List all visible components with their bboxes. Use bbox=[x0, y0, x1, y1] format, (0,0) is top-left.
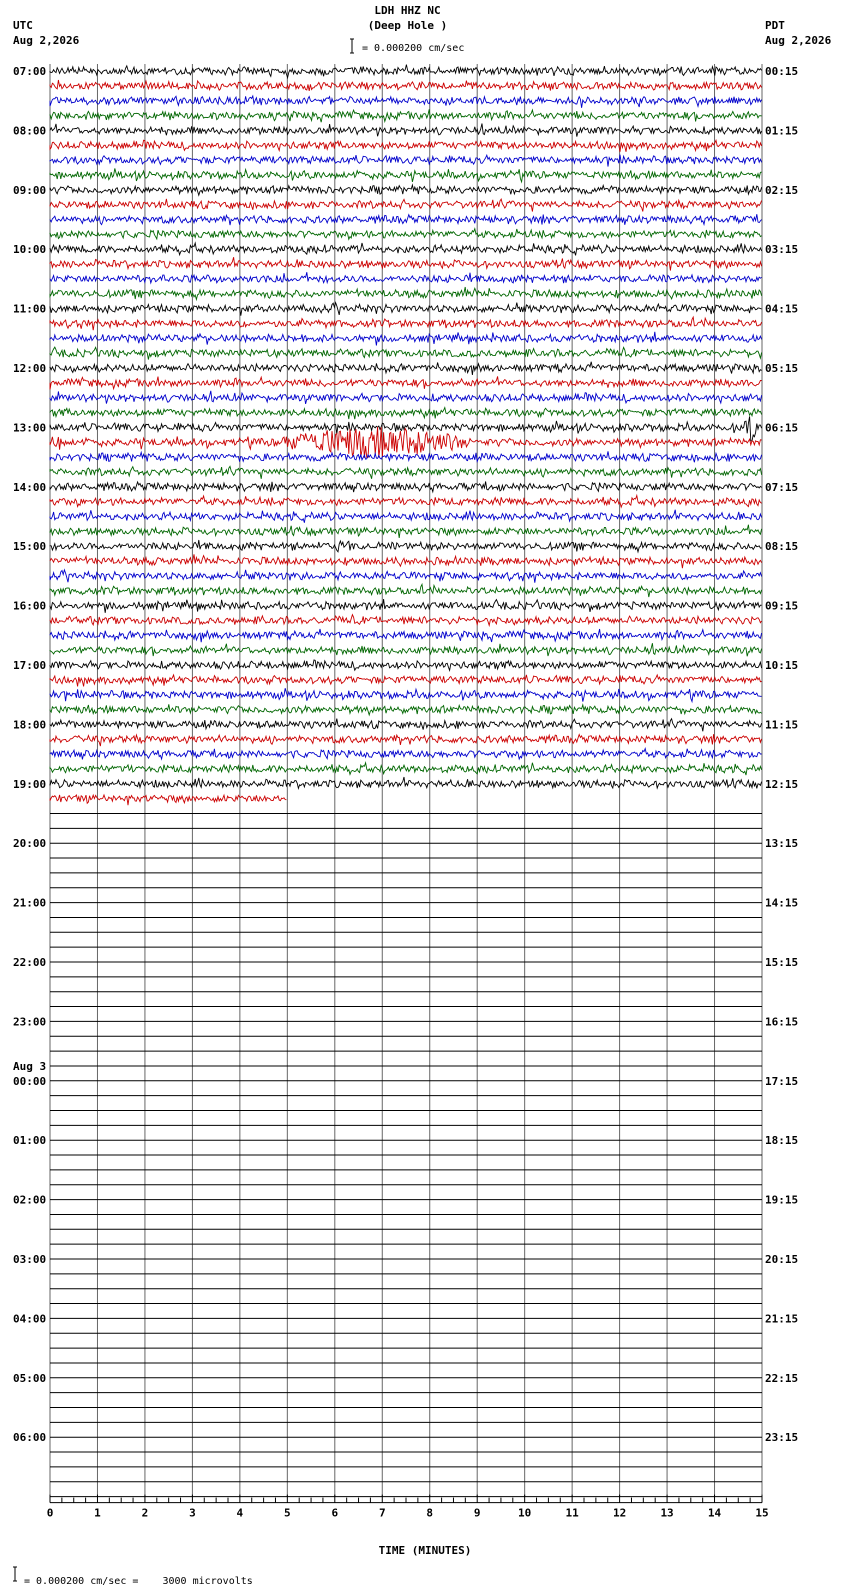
seismic-trace bbox=[50, 272, 762, 283]
x-tick-label: 6 bbox=[331, 1506, 339, 1520]
seismic-trace bbox=[50, 482, 762, 493]
pdt-hour-label: 04:15 bbox=[765, 302, 799, 316]
scale-bars bbox=[13, 39, 354, 1581]
seismic-trace bbox=[50, 599, 762, 613]
left-date: Aug 2,2026 bbox=[13, 34, 80, 47]
seismic-trace bbox=[50, 525, 762, 538]
seismic-trace bbox=[50, 688, 762, 701]
scale-label: = 0.000200 cm/sec bbox=[362, 43, 465, 54]
pdt-hour-label: 18:15 bbox=[765, 1134, 799, 1148]
pdt-hour-label: 10:15 bbox=[765, 659, 799, 672]
seismic-trace bbox=[50, 155, 762, 167]
footer-scale-note: = 0.000200 cm/sec = 3000 microvolts bbox=[24, 1576, 253, 1587]
location-title: (Deep Hole ) bbox=[367, 19, 448, 32]
pdt-hour-label: 16:15 bbox=[765, 1015, 799, 1029]
pdt-hour-label: 02:15 bbox=[765, 183, 799, 197]
utc-hour-label: 14:00 bbox=[13, 480, 47, 494]
seismic-trace bbox=[50, 168, 762, 182]
seismic-trace bbox=[50, 570, 762, 583]
seismic-trace bbox=[50, 185, 762, 195]
seismic-trace bbox=[50, 229, 762, 240]
seismic-trace bbox=[50, 109, 762, 122]
x-tick-label: 0 bbox=[46, 1506, 54, 1520]
pdt-hour-label: 12:15 bbox=[765, 777, 799, 791]
utc-hour-label: 15:00 bbox=[13, 540, 47, 554]
pdt-hour-label: 05:15 bbox=[765, 362, 799, 375]
seismic-trace bbox=[50, 214, 762, 225]
station-title: LDH HHZ NC bbox=[374, 4, 441, 17]
seismic-trace bbox=[50, 96, 762, 108]
pdt-hour-label: 14:15 bbox=[765, 896, 799, 910]
utc-hour-label: 06:00 bbox=[13, 1431, 47, 1445]
utc-hour-label: 17:00 bbox=[13, 659, 47, 672]
seismic-trace bbox=[50, 704, 762, 715]
utc-hour-label: 01:00 bbox=[13, 1134, 47, 1148]
seismic-trace bbox=[50, 629, 762, 642]
pdt-hour-label: 06:15 bbox=[765, 421, 799, 435]
seismic-trace bbox=[50, 347, 762, 359]
seismic-trace bbox=[50, 303, 762, 316]
seismic-trace bbox=[50, 496, 762, 508]
utc-hour-label: 10:00 bbox=[13, 243, 47, 257]
utc-hour-label: 05:00 bbox=[13, 1371, 47, 1385]
utc-hour-label: 09:00 bbox=[13, 183, 47, 197]
seismic-trace bbox=[50, 427, 762, 458]
seismic-trace bbox=[50, 376, 762, 389]
seismic-trace bbox=[50, 615, 762, 626]
x-tick-label: 10 bbox=[518, 1506, 532, 1520]
seismic-trace bbox=[50, 140, 762, 152]
right-date: Aug 2,2026 bbox=[765, 34, 832, 47]
x-tick-label: 9 bbox=[473, 1506, 481, 1520]
seismic-trace bbox=[50, 287, 762, 300]
pdt-hour-label: 23:15 bbox=[765, 1431, 799, 1445]
utc-hour-label: 23:00 bbox=[13, 1015, 47, 1029]
seismic-trace bbox=[50, 362, 762, 375]
x-tick-label: 4 bbox=[236, 1506, 244, 1520]
seismic-trace bbox=[50, 540, 762, 552]
seismic-trace bbox=[50, 719, 762, 732]
seismic-trace bbox=[50, 675, 762, 687]
pdt-hour-label: 22:15 bbox=[765, 1371, 799, 1385]
seismic-trace bbox=[50, 734, 762, 746]
utc-hour-label: 19:00 bbox=[13, 777, 47, 791]
x-tick-label: 3 bbox=[189, 1506, 196, 1520]
seismic-trace bbox=[50, 124, 762, 137]
utc-hour-label: 13:00 bbox=[13, 421, 47, 435]
x-axis-label: TIME (MINUTES) bbox=[378, 1544, 472, 1557]
seismic-trace bbox=[50, 584, 762, 597]
utc-hour-label: 04:00 bbox=[13, 1312, 47, 1326]
seismic-trace bbox=[50, 243, 762, 255]
seismic-trace bbox=[50, 80, 762, 91]
seismic-trace bbox=[50, 257, 762, 270]
pdt-hour-label: 20:15 bbox=[765, 1253, 799, 1266]
utc-hour-label: 03:00 bbox=[13, 1253, 47, 1266]
seismic-trace bbox=[50, 510, 762, 523]
x-tick-label: 11 bbox=[565, 1506, 579, 1520]
pdt-hour-label: 01:15 bbox=[765, 124, 799, 138]
pdt-hour-label: 07:15 bbox=[765, 480, 799, 494]
time-axis bbox=[47, 1495, 769, 1520]
seismic-trace bbox=[50, 466, 762, 478]
x-tick-label: 5 bbox=[284, 1506, 291, 1520]
utc-hour-label: 18:00 bbox=[13, 718, 47, 732]
traces bbox=[50, 65, 762, 806]
utc-hour-label: 07:00 bbox=[13, 65, 47, 78]
x-tick-label: 15 bbox=[755, 1506, 769, 1520]
seismic-trace bbox=[50, 795, 286, 805]
pdt-hour-label: 00:15 bbox=[765, 65, 799, 78]
seismic-trace bbox=[50, 749, 762, 760]
seismic-trace bbox=[50, 317, 762, 330]
pdt-hour-label: 17:15 bbox=[765, 1074, 799, 1088]
seismic-trace bbox=[50, 643, 762, 656]
x-tick-label: 7 bbox=[378, 1506, 386, 1520]
seismic-trace bbox=[50, 408, 762, 420]
pdt-hour-label: 13:15 bbox=[765, 837, 799, 851]
utc-hour-label: 12:00 bbox=[13, 362, 47, 375]
pdt-hour-label: 21:15 bbox=[765, 1312, 799, 1326]
seismic-trace bbox=[50, 332, 762, 346]
right-timezone: PDT bbox=[765, 19, 785, 32]
seismic-trace bbox=[50, 199, 762, 212]
seismic-trace bbox=[50, 416, 762, 441]
pdt-hour-label: 03:15 bbox=[765, 243, 799, 257]
utc-hour-label: 02:00 bbox=[13, 1193, 47, 1207]
x-tick-label: 14 bbox=[707, 1506, 722, 1520]
utc-hour-label: 20:00 bbox=[13, 837, 47, 851]
utc-hour-label: 21:00 bbox=[13, 896, 47, 910]
utc-hour-label: 00:00 bbox=[13, 1074, 47, 1088]
utc-hour-label: 08:00 bbox=[13, 124, 47, 138]
utc-hour-label: 11:00 bbox=[13, 302, 47, 316]
left-timezone: UTC bbox=[13, 19, 33, 32]
utc-hour-label: 16:00 bbox=[13, 599, 47, 613]
x-tick-label: 13 bbox=[660, 1506, 674, 1520]
pdt-hour-label: 09:15 bbox=[765, 599, 799, 613]
pdt-hour-label: 15:15 bbox=[765, 956, 799, 969]
pdt-hour-label: 11:15 bbox=[765, 718, 799, 732]
pdt-hour-label: 08:15 bbox=[765, 540, 799, 554]
seismic-trace bbox=[50, 763, 762, 775]
date-change-label: Aug 3 bbox=[13, 1059, 47, 1073]
x-tick-label: 2 bbox=[141, 1506, 149, 1520]
pdt-hour-label: 19:15 bbox=[765, 1193, 799, 1207]
seismic-trace bbox=[50, 391, 762, 404]
x-tick-label: 1 bbox=[94, 1506, 101, 1520]
x-tick-label: 8 bbox=[426, 1506, 434, 1520]
seismic-trace bbox=[50, 65, 762, 78]
seismic-trace bbox=[50, 554, 762, 568]
utc-hour-label: 22:00 bbox=[13, 956, 47, 969]
seismic-trace bbox=[50, 451, 762, 462]
seismic-trace bbox=[50, 777, 762, 788]
seismic-trace bbox=[50, 660, 762, 670]
x-tick-label: 12 bbox=[612, 1506, 627, 1520]
